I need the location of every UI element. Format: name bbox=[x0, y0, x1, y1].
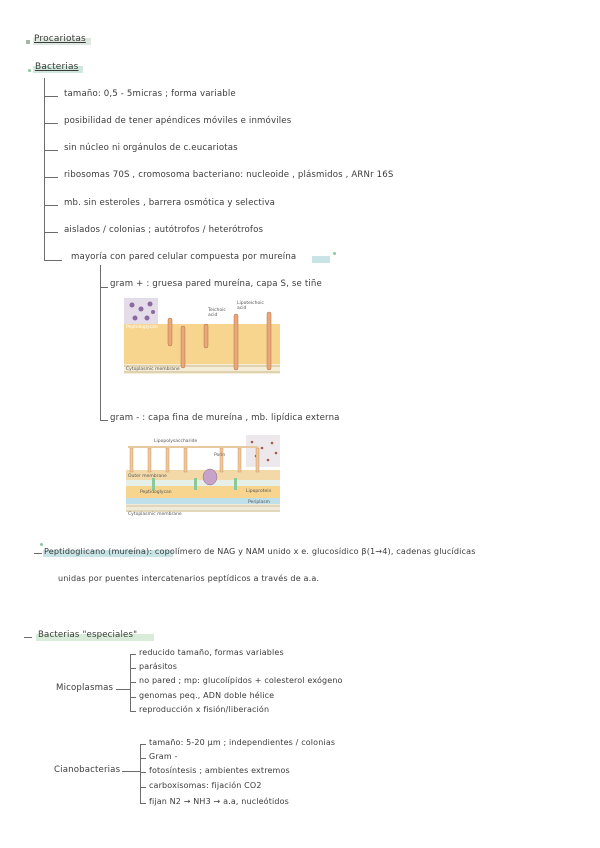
label-lipoteichoic: Lipoteichoic acid bbox=[237, 301, 264, 311]
cianobacterias-item: tamaño: 5-20 μm ; independientes / colonias bbox=[149, 738, 336, 747]
gram-positive-text: gram + : gruesa pared mureína, capa S, se tiñe bbox=[110, 279, 322, 289]
micoplasmas-item: reproducción x fisión/liberación bbox=[139, 705, 270, 714]
label-porin: Porin bbox=[214, 453, 226, 458]
bullet-dot bbox=[333, 252, 336, 255]
micoplasmas-item: reducido tamaño, formas variables bbox=[139, 648, 284, 657]
tree-branch bbox=[100, 420, 108, 421]
tree-branch bbox=[44, 260, 62, 261]
tree-branch bbox=[130, 711, 136, 712]
list-item: mb. sin esteroles , barrera osmótica y selectiva bbox=[64, 198, 276, 208]
cianobacterias-item: fijan N2 → NH3 → a.a, nucleótidos bbox=[149, 797, 289, 806]
label-cytoplasmic: Cytoplasmic membrane bbox=[128, 512, 182, 517]
tree-branch bbox=[140, 787, 146, 788]
tree-branch bbox=[130, 682, 136, 683]
bullet-dot bbox=[28, 69, 31, 72]
list-item: mayoría con pared celular compuesta por mureína bbox=[71, 252, 297, 262]
label-peptidoglycan: Peptidoglycan bbox=[140, 490, 172, 495]
tree-branch bbox=[130, 668, 136, 669]
peptidoglicano-line-2: unidas por puentes intercatenarios peptídicos a través de a.a. bbox=[58, 573, 320, 583]
micoplasmas-item: parásitos bbox=[139, 662, 178, 671]
micoplasmas-item: genomas peq., ADN doble hélice bbox=[139, 691, 275, 700]
tree-branch bbox=[130, 697, 136, 698]
tree-line bbox=[130, 654, 131, 712]
gram-positive-figure bbox=[122, 296, 282, 382]
tree-branch bbox=[122, 771, 140, 772]
heading-bacterias-especiales: Bacterias "especiales" bbox=[38, 630, 138, 640]
list-item: posibilidad de tener apéndices móviles e inmóviles bbox=[64, 116, 292, 126]
tree-branch bbox=[130, 654, 136, 655]
label-outer-membrane: Outer membrane bbox=[128, 474, 167, 479]
tree-branch bbox=[140, 803, 146, 804]
list-item: aislados / colonias ; autótrofos / heterótrofos bbox=[64, 225, 264, 235]
gram-negative-figure bbox=[122, 434, 282, 520]
cianobacterias-label: Cianobacterias bbox=[54, 765, 121, 775]
peptidoglicano-line-1: Peptidoglicano (mureína): copolímero de NAG y NAM unido x e. glucosídico β(1→4), cadenas glucídicas bbox=[44, 546, 476, 556]
tree-branch bbox=[44, 96, 58, 97]
heading-procariotas: Procariotas bbox=[34, 34, 86, 44]
tree-branch bbox=[44, 205, 58, 206]
tree-branch bbox=[140, 744, 146, 745]
tree-branch bbox=[140, 758, 146, 759]
tree-branch bbox=[44, 150, 58, 151]
dash bbox=[24, 637, 32, 638]
dash bbox=[34, 553, 42, 554]
tree-line bbox=[140, 744, 141, 804]
micoplasmas-label: Micoplasmas bbox=[56, 683, 114, 693]
label-periplasm: Periplasm bbox=[248, 500, 271, 505]
tree-branch bbox=[140, 772, 146, 773]
tree-branch bbox=[44, 123, 58, 124]
label-lipopolysaccharide: Lipopolysaccharide bbox=[154, 439, 198, 444]
tree-branch bbox=[116, 689, 130, 690]
tree-branch bbox=[44, 232, 58, 233]
list-item: tamaño: 0,5 - 5micras ; forma variable bbox=[64, 89, 236, 99]
cianobacterias-item: Gram - bbox=[149, 752, 178, 761]
label-peptidoglycan: Peptidoglycan bbox=[126, 325, 158, 330]
tree-branch bbox=[44, 177, 58, 178]
highlight bbox=[312, 256, 330, 263]
micoplasmas-item: no pared ; mp: glucolípidos + colesterol exógeno bbox=[139, 676, 343, 685]
label-cytoplasmic: Cytoplasmic membrane bbox=[126, 367, 180, 372]
tree-branch bbox=[100, 287, 108, 288]
cianobacterias-item: fotosíntesis ; ambientes extremos bbox=[149, 766, 290, 775]
gram-negative-text: gram - : capa fina de mureína , mb. lipídica externa bbox=[110, 413, 340, 423]
heading-bacterias: Bacterias bbox=[35, 62, 79, 72]
label-lipoprotein: Lipoprotein bbox=[246, 489, 272, 494]
cianobacterias-item: carboxisomas: fijación CO2 bbox=[149, 781, 262, 790]
list-item: ribosomas 70S , cromosoma bacteriano: nucleoide , plásmidos , ARNr 16S bbox=[64, 170, 394, 180]
bullet-dot bbox=[40, 543, 43, 546]
tree-line bbox=[100, 265, 101, 420]
bullet-dot bbox=[26, 40, 30, 44]
list-item: sin núcleo ni orgánulos de c.eucariotas bbox=[64, 143, 238, 153]
label-teichoic: Teichoic acid bbox=[208, 308, 226, 318]
